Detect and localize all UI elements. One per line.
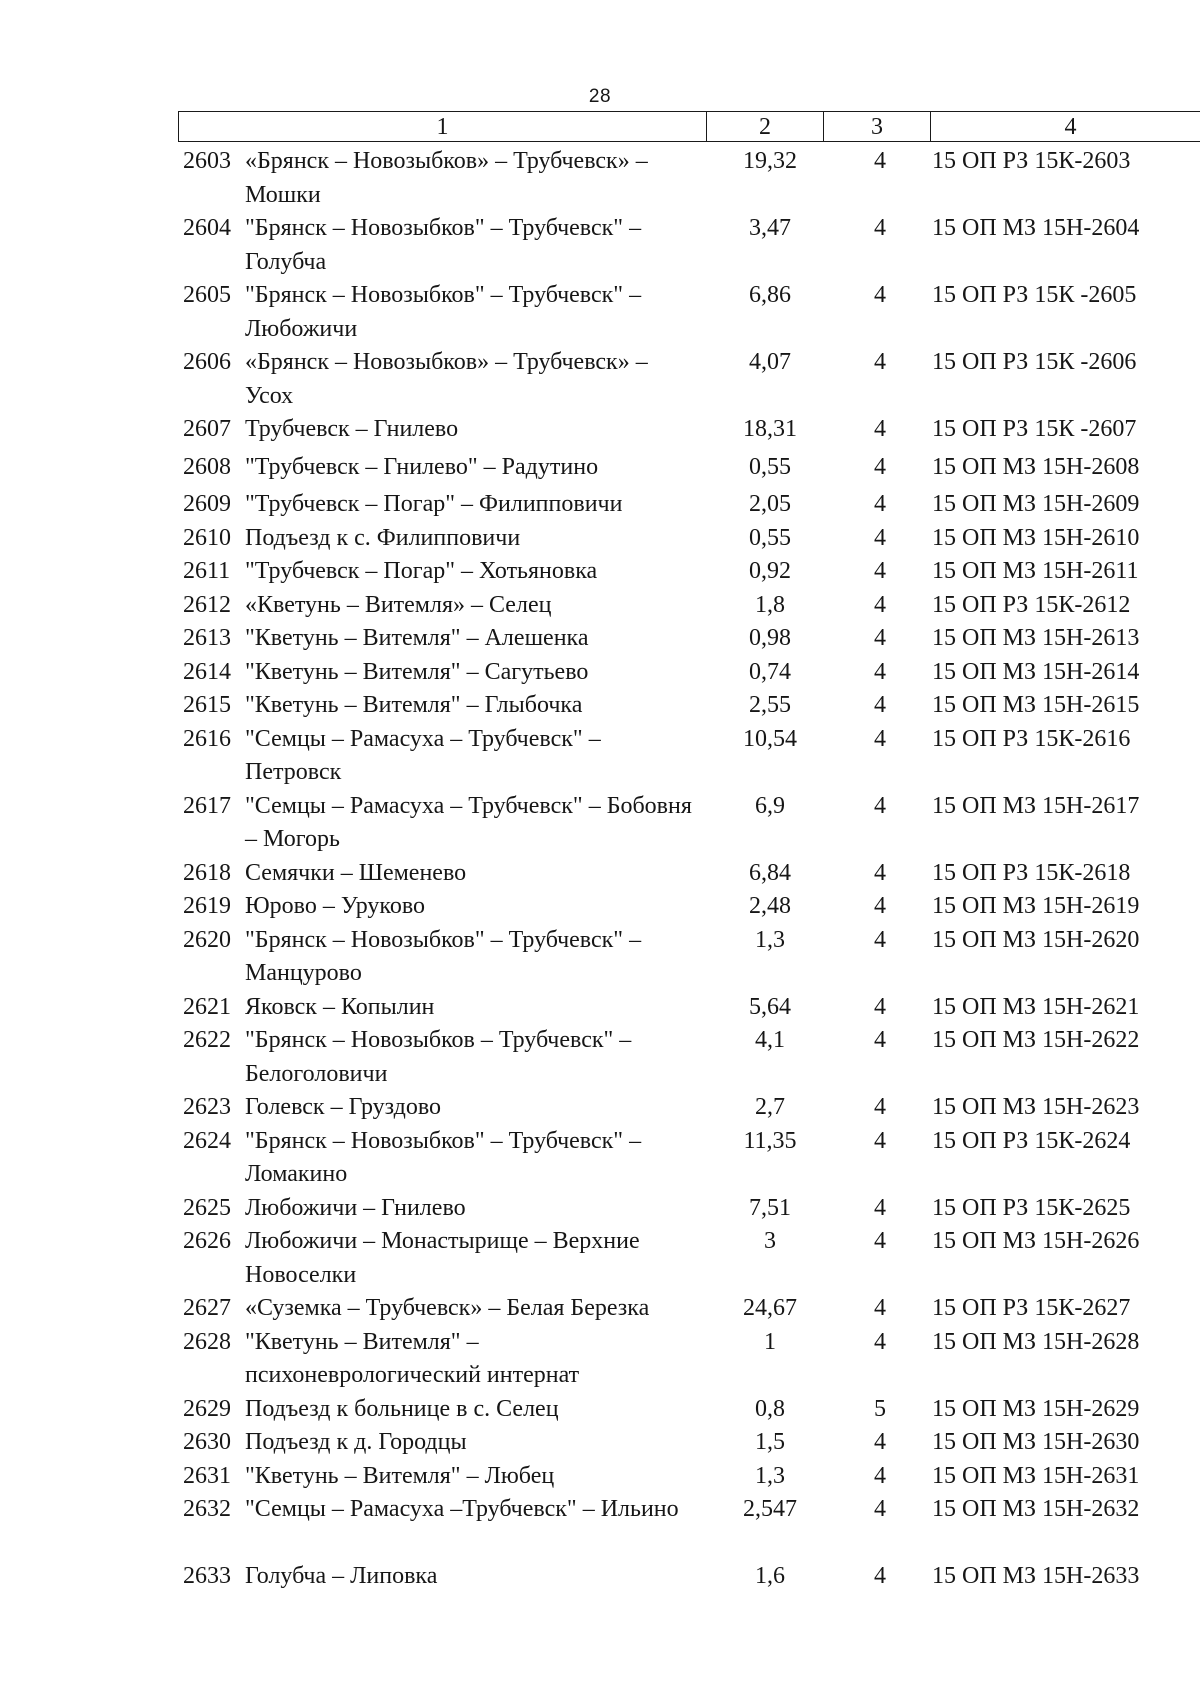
road-code: 15 ОП РЗ 15К-2616 [932, 725, 1131, 752]
row-number: 2632 [183, 1496, 231, 1522]
road-code: 15 ОП РЗ 15К -2605 [932, 282, 1137, 308]
road-length: 0,98 [749, 625, 791, 651]
table-row [0, 1393, 1200, 1427]
row-number: 2621 [183, 993, 231, 1020]
table-row [0, 890, 1200, 924]
table-row [0, 1426, 1200, 1460]
road-name: "Кветунь – Витемля" – Алешенка [245, 625, 589, 651]
road-name: Голевск – Груздово [245, 1094, 442, 1120]
road-code: 15 ОП РЗ 15К-2618 [932, 859, 1131, 886]
road-code: 15 ОП РЗ 15К -2606 [932, 349, 1137, 375]
road-name: "Трубчевск – Погар" – Хотьяновка [245, 558, 598, 584]
road-name: Трубчевск – Гнилево [245, 416, 459, 442]
row-number: 2627 [183, 1295, 231, 1321]
road-name: "Брянск – Новозыбков" – Трубчевск" – Ломакино [245, 1127, 642, 1187]
row-number: 2607 [183, 416, 231, 442]
road-category: 4 [874, 792, 886, 819]
road-name: "Семцы – Рамасуха – Трубчевск" – Петровск [245, 725, 601, 785]
row-number: 2603 [183, 148, 231, 174]
table-row [0, 488, 1200, 522]
road-category: 4 [874, 1462, 886, 1489]
road-name: Подъезд к больнице в с. Селец [245, 1395, 559, 1422]
road-length: 2,48 [749, 893, 791, 919]
table-row [0, 1460, 1200, 1494]
road-name: "Кветунь – Витемля" – психоневрологический интернат [245, 1328, 580, 1388]
header-col-1: 1 [179, 112, 707, 141]
table-row [0, 1560, 1200, 1594]
table-row [0, 857, 1200, 891]
road-name: "Кветунь – Витемля" – Глыбочка [245, 692, 583, 718]
row-number: 2622 [183, 1027, 231, 1053]
header-col-4: 4 [1064, 113, 1077, 140]
road-code: 15 ОП МЗ 15Н-2609 [932, 491, 1140, 517]
road-code: 15 ОП МЗ 15Н-2619 [932, 893, 1140, 919]
row-number: 2623 [183, 1094, 231, 1120]
road-code: 15 ОП МЗ 15Н-2617 [932, 792, 1140, 819]
road-length: 1,3 [755, 926, 785, 953]
road-length: 6,9 [755, 792, 785, 819]
table-row [0, 145, 1200, 212]
road-length: 5,64 [749, 993, 791, 1020]
table-header [178, 111, 1200, 142]
row-number: 2630 [183, 1429, 231, 1455]
road-code: 15 ОП МЗ 15Н-2604 [932, 215, 1140, 241]
road-length: 1,8 [755, 591, 785, 618]
header-col-3: 3 [824, 112, 931, 141]
road-category: 4 [874, 349, 886, 375]
road-code: 15 ОП РЗ 15К-2624 [932, 1127, 1131, 1154]
road-code: 15 ОП МЗ 15Н-2628 [932, 1328, 1140, 1355]
road-length: 4,1 [755, 1027, 785, 1053]
road-length: 10,54 [743, 725, 797, 752]
road-category: 4 [874, 625, 886, 651]
table-row [0, 790, 1200, 857]
road-name: «Суземка – Трубчевск» – Белая Березка [245, 1295, 650, 1321]
road-code: 15 ОП МЗ 15Н-2622 [932, 1027, 1140, 1053]
road-length: 1,3 [755, 1462, 785, 1489]
row-number: 2613 [183, 625, 231, 651]
road-code: 15 ОП МЗ 15Н-2633 [932, 1563, 1140, 1589]
road-length: 24,67 [743, 1295, 797, 1321]
road-name: "Брянск – Новозыбков" – Трубчевск" – Манцурово [245, 926, 642, 986]
road-length: 7,51 [749, 1194, 791, 1221]
road-length: 2,547 [743, 1496, 797, 1522]
road-category: 4 [874, 1295, 886, 1321]
road-name: "Кветунь – Витемля" – Сагутьево [245, 658, 589, 685]
road-category: 4 [874, 1429, 886, 1455]
road-category: 4 [874, 453, 886, 480]
table-row [0, 212, 1200, 279]
road-category: 4 [874, 859, 886, 886]
road-length: 18,31 [743, 416, 797, 442]
road-name: Подъезд к д. Городцы [245, 1429, 467, 1455]
table-row [0, 1024, 1200, 1091]
road-name: "Брянск – Новозыбков" – Трубчевск" – Голубча [245, 215, 642, 275]
road-code: 15 ОП МЗ 15Н-2626 [932, 1228, 1140, 1254]
road-length: 0,74 [749, 658, 791, 685]
table-row [0, 1125, 1200, 1192]
table-row [0, 924, 1200, 991]
road-length: 1,6 [755, 1563, 785, 1589]
road-name: Голубча – Липовка [245, 1563, 438, 1589]
row-number: 2606 [183, 349, 231, 375]
road-code: 15 ОП РЗ 15К-2625 [932, 1194, 1131, 1221]
road-category: 4 [874, 558, 886, 584]
road-category: 4 [874, 148, 886, 174]
road-code: 15 ОП МЗ 15Н-2613 [932, 625, 1140, 651]
road-name: "Кветунь – Витемля" – Любец [245, 1462, 555, 1489]
road-length: 19,32 [743, 148, 797, 174]
row-number: 2620 [183, 926, 231, 953]
table-row [0, 1292, 1200, 1326]
table-row [0, 555, 1200, 589]
road-category: 4 [874, 1194, 886, 1221]
table-row [0, 522, 1200, 556]
row-number: 2609 [183, 491, 231, 517]
road-code: 15 ОП МЗ 15Н-2620 [932, 926, 1140, 953]
road-code: 15 ОП МЗ 15Н-2623 [932, 1094, 1140, 1120]
road-category: 4 [874, 926, 886, 953]
road-category: 4 [874, 893, 886, 919]
table-row [0, 723, 1200, 790]
row-number: 2608 [183, 453, 231, 480]
road-length: 2,7 [755, 1094, 785, 1120]
table-row [0, 346, 1200, 413]
page-number: 28 [588, 86, 612, 107]
road-code: 15 ОП МЗ 15Н-2614 [932, 658, 1140, 685]
road-code: 15 ОП МЗ 15Н-2632 [932, 1496, 1140, 1522]
road-length: 3,47 [749, 215, 791, 241]
road-category: 4 [874, 491, 886, 517]
road-code: 15 ОП МЗ 15Н-2631 [932, 1462, 1140, 1489]
road-category: 4 [874, 416, 886, 442]
road-name: Любожичи – Монастырище – Верхние Новоселки [245, 1228, 640, 1288]
road-length: 2,55 [749, 692, 791, 718]
road-category: 4 [874, 725, 886, 752]
table-row [0, 622, 1200, 656]
row-number: 2629 [183, 1395, 231, 1422]
road-code: 15 ОП МЗ 15Н-2621 [932, 993, 1140, 1020]
row-number: 2624 [183, 1127, 231, 1154]
road-length: 1 [764, 1328, 776, 1355]
row-number: 2631 [183, 1462, 231, 1489]
road-name: Юрово – Уруково [245, 893, 426, 919]
table-row [0, 279, 1200, 346]
road-category: 4 [874, 1496, 886, 1522]
road-length: 0,92 [749, 558, 791, 584]
road-code: 15 ОП МЗ 15Н-2630 [932, 1429, 1140, 1455]
table-row [0, 413, 1200, 447]
road-category: 4 [874, 1328, 886, 1355]
table-row [0, 991, 1200, 1025]
road-name: "Брянск – Новозыбков – Трубчевск" – Белоголовичи [245, 1027, 632, 1087]
road-length: 0,8 [755, 1395, 785, 1422]
road-category: 4 [874, 692, 886, 718]
road-category: 4 [874, 1563, 886, 1589]
road-code: 15 ОП РЗ 15К-2612 [932, 591, 1131, 618]
row-number: 2617 [183, 792, 231, 819]
road-category: 4 [874, 1027, 886, 1053]
road-code: 15 ОП МЗ 15Н-2610 [932, 524, 1140, 551]
header-col-2: 2 [707, 112, 824, 141]
road-name: Подъезд к с. Филипповичи [245, 524, 521, 551]
table-row [0, 1326, 1200, 1393]
road-category: 4 [874, 1228, 886, 1254]
row-number: 2610 [183, 524, 231, 551]
road-name: "Трубчевск – Гнилево" – Радутино [245, 453, 599, 480]
road-length: 11,35 [743, 1127, 797, 1154]
table-row [0, 451, 1200, 485]
table-row [0, 1493, 1200, 1560]
road-name: «Кветунь – Витемля» – Селец [245, 591, 552, 618]
road-category: 4 [874, 591, 886, 618]
road-category: 4 [874, 1094, 886, 1120]
road-category: 4 [874, 524, 886, 551]
road-length: 6,86 [749, 282, 791, 308]
road-code: 15 ОП МЗ 15Н-2608 [932, 453, 1140, 480]
row-number: 2604 [183, 215, 231, 241]
road-name: "Трубчевск – Погар" – Филипповичи [245, 491, 623, 517]
row-number: 2626 [183, 1228, 231, 1254]
row-number: 2619 [183, 893, 231, 919]
road-name: Любожичи – Гнилево [245, 1194, 466, 1221]
road-name: «Брянск – Новозыбков» – Трубчевск» – Усох [245, 349, 648, 409]
road-category: 4 [874, 993, 886, 1020]
road-name: «Брянск – Новозыбков» – Трубчевск» – Мошки [245, 148, 648, 208]
table-row [0, 1225, 1200, 1292]
road-name: Яковск – Копылин [245, 993, 435, 1020]
road-length: 0,55 [749, 524, 791, 551]
road-category: 4 [874, 1127, 886, 1154]
table-row [0, 656, 1200, 690]
road-code: 15 ОП РЗ 15К -2607 [932, 416, 1137, 442]
row-number: 2614 [183, 658, 231, 685]
row-number: 2605 [183, 282, 231, 308]
road-category: 5 [874, 1395, 886, 1422]
road-length: 3 [764, 1228, 776, 1254]
road-name: "Семцы – Рамасуха –Трубчевск" – Ильино [245, 1496, 679, 1522]
road-length: 6,84 [749, 859, 791, 886]
road-name: "Брянск – Новозыбков" – Трубчевск" – Любожичи [245, 282, 642, 342]
road-name: Семячки – Шеменево [245, 859, 467, 886]
road-code: 15 ОП РЗ 15К-2627 [932, 1295, 1131, 1321]
row-number: 2633 [183, 1563, 231, 1589]
road-code: 15 ОП МЗ 15Н-2629 [932, 1395, 1140, 1422]
road-code: 15 ОП РЗ 15К-2603 [932, 148, 1131, 174]
road-category: 4 [874, 215, 886, 241]
table-row [0, 589, 1200, 623]
road-length: 0,55 [749, 453, 791, 480]
road-length: 4,07 [749, 349, 791, 375]
road-table-body [0, 145, 1200, 1594]
row-number: 2618 [183, 859, 231, 886]
row-number: 2628 [183, 1328, 231, 1355]
row-number: 2612 [183, 591, 231, 618]
road-length: 1,5 [755, 1429, 785, 1455]
road-code: 15 ОП МЗ 15Н-2615 [932, 692, 1140, 718]
row-number: 2611 [183, 558, 231, 584]
row-number: 2615 [183, 692, 231, 718]
road-category: 4 [874, 658, 886, 685]
road-name: "Семцы – Рамасуха – Трубчевск" – Бобовня – Могорь [245, 792, 692, 852]
table-row [0, 1091, 1200, 1125]
row-number: 2616 [183, 725, 231, 752]
table-row [0, 689, 1200, 723]
table-row [0, 1192, 1200, 1226]
road-category: 4 [874, 282, 886, 308]
road-length: 2,05 [749, 491, 791, 517]
row-number: 2625 [183, 1194, 231, 1221]
road-code: 15 ОП МЗ 15Н-2611 [932, 558, 1139, 584]
